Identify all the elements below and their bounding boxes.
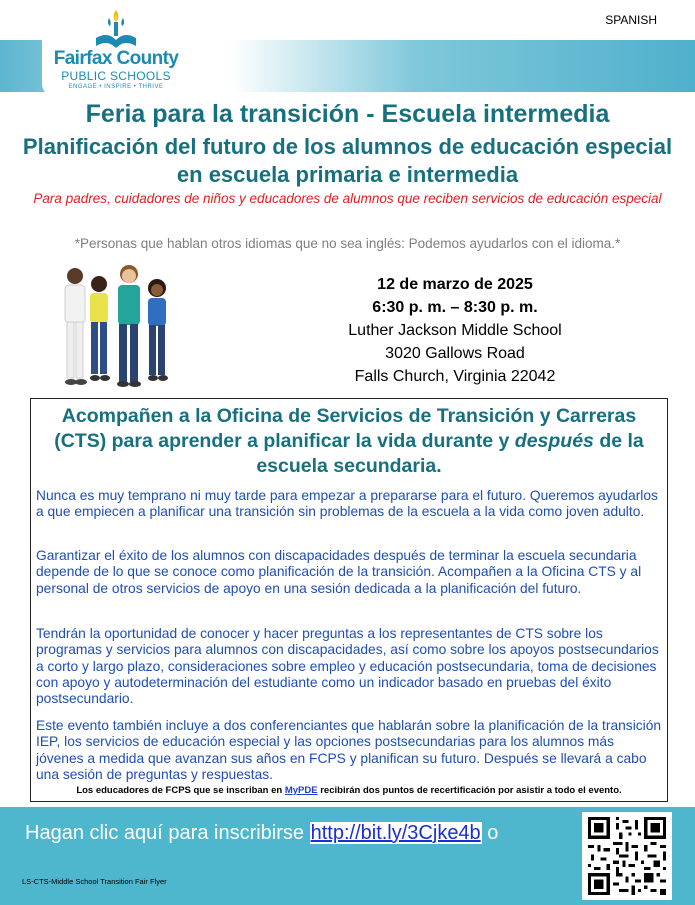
audience-note: Para padres, cuidadores de niños y educadores de alumnos que reciben servicios de educación especial (33, 191, 662, 206)
paragraph-speakers: Este evento también incluye a dos conferenciantes que hablarán sobre la planificación de la transición IEP, los servicios de educación especial y las opciones postsecundarias para los alumnos más jóvenes a medida que avanzan sus años en FCPS y planifican su futuro. Después se llevará a cabo una sesión de preguntas y respuestas. (36, 718, 662, 782)
students-photo (55, 262, 175, 390)
info-box-heading (36, 404, 662, 479)
paragraph-intro: Nunca es muy temprano ni muy tarde para empezar a prepararse para el futuro. Queremos ayudarlos a que empiecen a planificar una transición sin problemas de la escuela a la vida como joven adulto. (36, 488, 658, 520)
event-city: Falls Church, Virginia 22042 (354, 368, 556, 385)
torch-book-logo-icon (92, 8, 140, 50)
qr-code-icon (588, 817, 666, 895)
heading-emphasis: después (514, 430, 594, 452)
qr-code[interactable] (582, 812, 672, 900)
page-subtitle: Planificación del futuro de los alumnos de educación especial en escuela primaria e intermedia (22, 134, 673, 187)
language-help-note: *Personas que hablan otros idiomas que no sea inglés: Podemos ayudarlos con el idioma.* (74, 236, 621, 251)
logo-name: Fairfax County (53, 48, 179, 69)
heading-text-end: de la escuela secundaria. (256, 430, 644, 477)
paragraph-opportunity: Tendrán la oportunidad de conocer y hacer preguntas a los representantes de CTS sobre los programas y servicios para alumnos con discapacidades, así como sobre los apoyos postsecundarios a corto y largo plazo, consideraciones sobre empleo y educación postsecundaria, toma de decisiones con apoyo y autodeterminación del estudiante como un indicador basado en pruebas del éxito postsecundario. (36, 626, 659, 707)
logo-tagline: ENGAGE • INSPIRE • THRIVE (68, 84, 164, 90)
heading-text: Acompañen a la Oficina de Servicios de Transición y Carreras (CTS) para aprender a planificar la vida durante y (54, 405, 637, 452)
event-street: 3020 Gallows Road (385, 345, 525, 362)
event-time: 6:30 p. m. – 8:30 p. m. (372, 299, 538, 316)
recertification-note (36, 785, 662, 796)
footer-code: LS-CTS-Middle School Transition Fair Flyer (22, 877, 167, 886)
event-venue: Luther Jackson Middle School (348, 322, 562, 339)
paragraph-success: Garantizar el éxito de los alumnos con discapacidades después de terminar la escuela secundaria depende de lo que se conoce como planificación de la transición. Acompañen a la Oficina CTS y al personal de otros servicios de apoyo en una sesión dedicada a la planificación del futuro. (36, 548, 642, 596)
register-suffix: o (481, 822, 499, 844)
fine-text-end: recibirán dos puntos de recertificación por asistir a todo el evento. (317, 785, 622, 796)
mypde-link[interactable]: MyPDE (284, 785, 318, 796)
event-date: 12 de marzo de 2025 (377, 276, 533, 293)
register-link[interactable]: http://bit.ly/3Cjke4b (310, 822, 481, 844)
fine-text: Los educadores de FCPS que se inscriban en (76, 785, 285, 796)
page-title: Feria para la transición - Escuela intermedia (85, 100, 610, 128)
language-tag: SPANISH (605, 13, 657, 27)
register-text (25, 822, 498, 845)
logo-subtitle: PUBLIC SCHOOLS (61, 69, 171, 83)
register-label: Hagan clic aquí para inscribirse (25, 822, 310, 844)
event-details (300, 273, 610, 388)
